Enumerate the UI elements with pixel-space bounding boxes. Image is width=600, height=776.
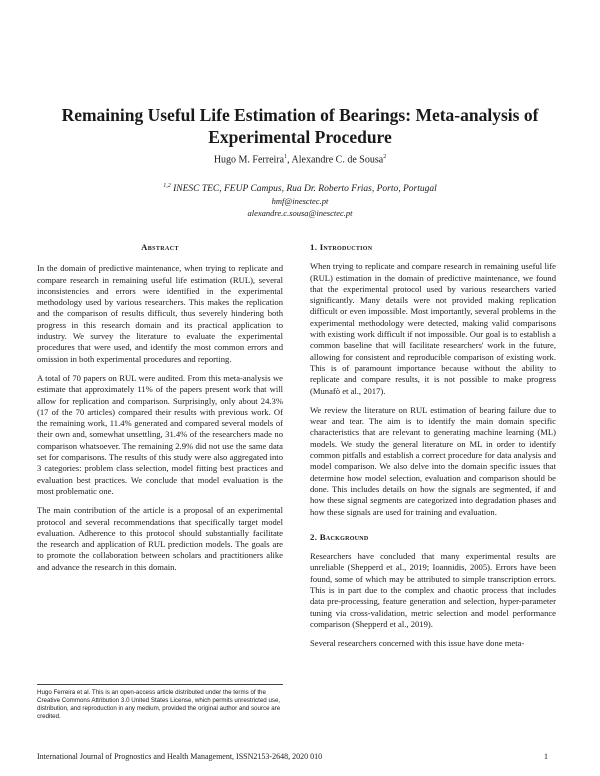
introduction-paragraph-2: We review the literature on RUL estimation of bearing failure due to wear and tear. The aim is to identify the main domain specific characteristics that are relevant to generating machine learning (ML) models. We study the general literature on ML in order to identify common pitfalls and establish a correct procedure for data analysis and model comparison. We also delve into the domain specific issues that determine how model selection, evaluation and comparison should be done. This includes details on how the signals are segmented, if and how these signal segments are categorized into degradation phases and how these signals are used for training and evaluation. bbox=[310, 404, 556, 517]
email-1: hmf@inesctec.pt bbox=[271, 196, 329, 207]
right-column bbox=[310, 242, 556, 658]
background-heading: 2. Background bbox=[310, 531, 369, 542]
page-number: 1 bbox=[544, 752, 548, 761]
abstract-paragraph-2: A total of 70 papers on RUL were audited. From this meta-analysis we estimate that approximately 11% of the papers present work that will allow for replication and comparison. Surprisingly, only about 24.3% (17 of the 70 articles) compared their results with previous work. Of the remaining work, 11.4% generated and compared several models of their own and, somewhat unsettling, 31.4% of the researchers made no comparison whatsoever. The remaining 2.9% did not use the same data set for comparisons. The results of this study were also aggregated into 3 categories: problem class selection, model fitting best practices and evaluation best practices. We conclude that model evaluation is the most problematic one. bbox=[37, 372, 283, 496]
email-2: alexandre.c.sousa@inesctec.pt bbox=[247, 208, 353, 219]
affiliation-text: INESC TEC, FEUP Campus, Rua Dr. Roberto Frias, Porto, Portugal bbox=[173, 184, 437, 195]
page-footer bbox=[37, 752, 548, 761]
introduction-paragraph-1: When trying to replicate and compare research in remaining useful life (RUL) estimation in the domain of predictive maintenance, we found that the experimental protocol used by various researchers varied significantly. Many details were not provided making replication difficult or even impossible. Most importantly, several problems in the experimental methodology were detected, making valid comparisons with existing work difficult if not impossible. Our goal is to establish a common baseline that will facilitate researchers' work in the future, allowing for consistent and reproducible comparison of existing work. This is of paramount importance because without the ability to replicate and compare results, it is not possible to make progress (Munafò et al., 2017). bbox=[310, 261, 556, 396]
background-paragraph-2: Several researchers concerned with this issue have done meta- bbox=[310, 638, 525, 649]
author-1: Hugo M. Ferreira bbox=[213, 154, 285, 166]
author-1-superscript: 1 bbox=[284, 154, 288, 160]
left-column bbox=[37, 242, 283, 581]
author-2-superscript: 2 bbox=[383, 154, 387, 160]
affiliation-block bbox=[40, 180, 560, 219]
abstract-heading: Abstract bbox=[141, 242, 179, 252]
author-2: Alexandre C. de Sousa bbox=[291, 154, 384, 166]
license-footnote: Hugo Ferreira et al. This is an open-access article distributed under the terms of the Creative Commons Attribution 3.0 United States License, which permits unrestricted use, distribution, and reproduction in any medium, provided the original author and source are credited. bbox=[37, 684, 283, 721]
journal-citation: International Journal of Prognostics and Health Management, ISSN2153-2648, 2020 010 bbox=[37, 752, 323, 761]
abstract-paragraph-1: In the domain of predictive maintenance, when trying to replicate and compare research in remaining useful life estimation (RUL), several inconsistencies and errors were identified in the experimental methodology used by various researchers. This makes the replication and the comparison of results difficult, thus severely hindering both progress in this research domain and its practical application to industry. We survey the literature to evaluate the experimental procedures that were used, and identify the most common errors and omission in both experimental procedures and reporting. bbox=[37, 263, 283, 364]
introduction-heading: 1. Introduction bbox=[310, 242, 373, 252]
paper-title: Remaining Useful Life Estimation of Bearings: Meta-analysis of Experimental Procedure bbox=[61, 105, 539, 147]
abstract-paragraph-3: The main contribution of the article is a proposal of an experimental protocol and several recommendations that specifically target model evaluation. Adherence to this protocol should substantially facilitate the research and application of RUL prediction models. The goals are to promote the collaboration between scholars and practitioners alike and advance the research in this domain. bbox=[37, 505, 283, 572]
author-line bbox=[40, 154, 560, 165]
affiliation-superscript: 1,2 bbox=[163, 183, 171, 189]
author-separator: , bbox=[287, 154, 292, 166]
background-paragraph-1: Researchers have concluded that many experimental results are unreliable (Shepperd et al., 2019; Ioannidis, 2005). Errors have been found, some of which may be attributed to simple transcription errors. This is in part due to the complex and chaotic process that includes data pre-processing, feature generation and selection, hyper-parameter tuning via cross-validation, metric selection and model performance comparison (Shepperd et al., 2019). bbox=[310, 551, 556, 629]
